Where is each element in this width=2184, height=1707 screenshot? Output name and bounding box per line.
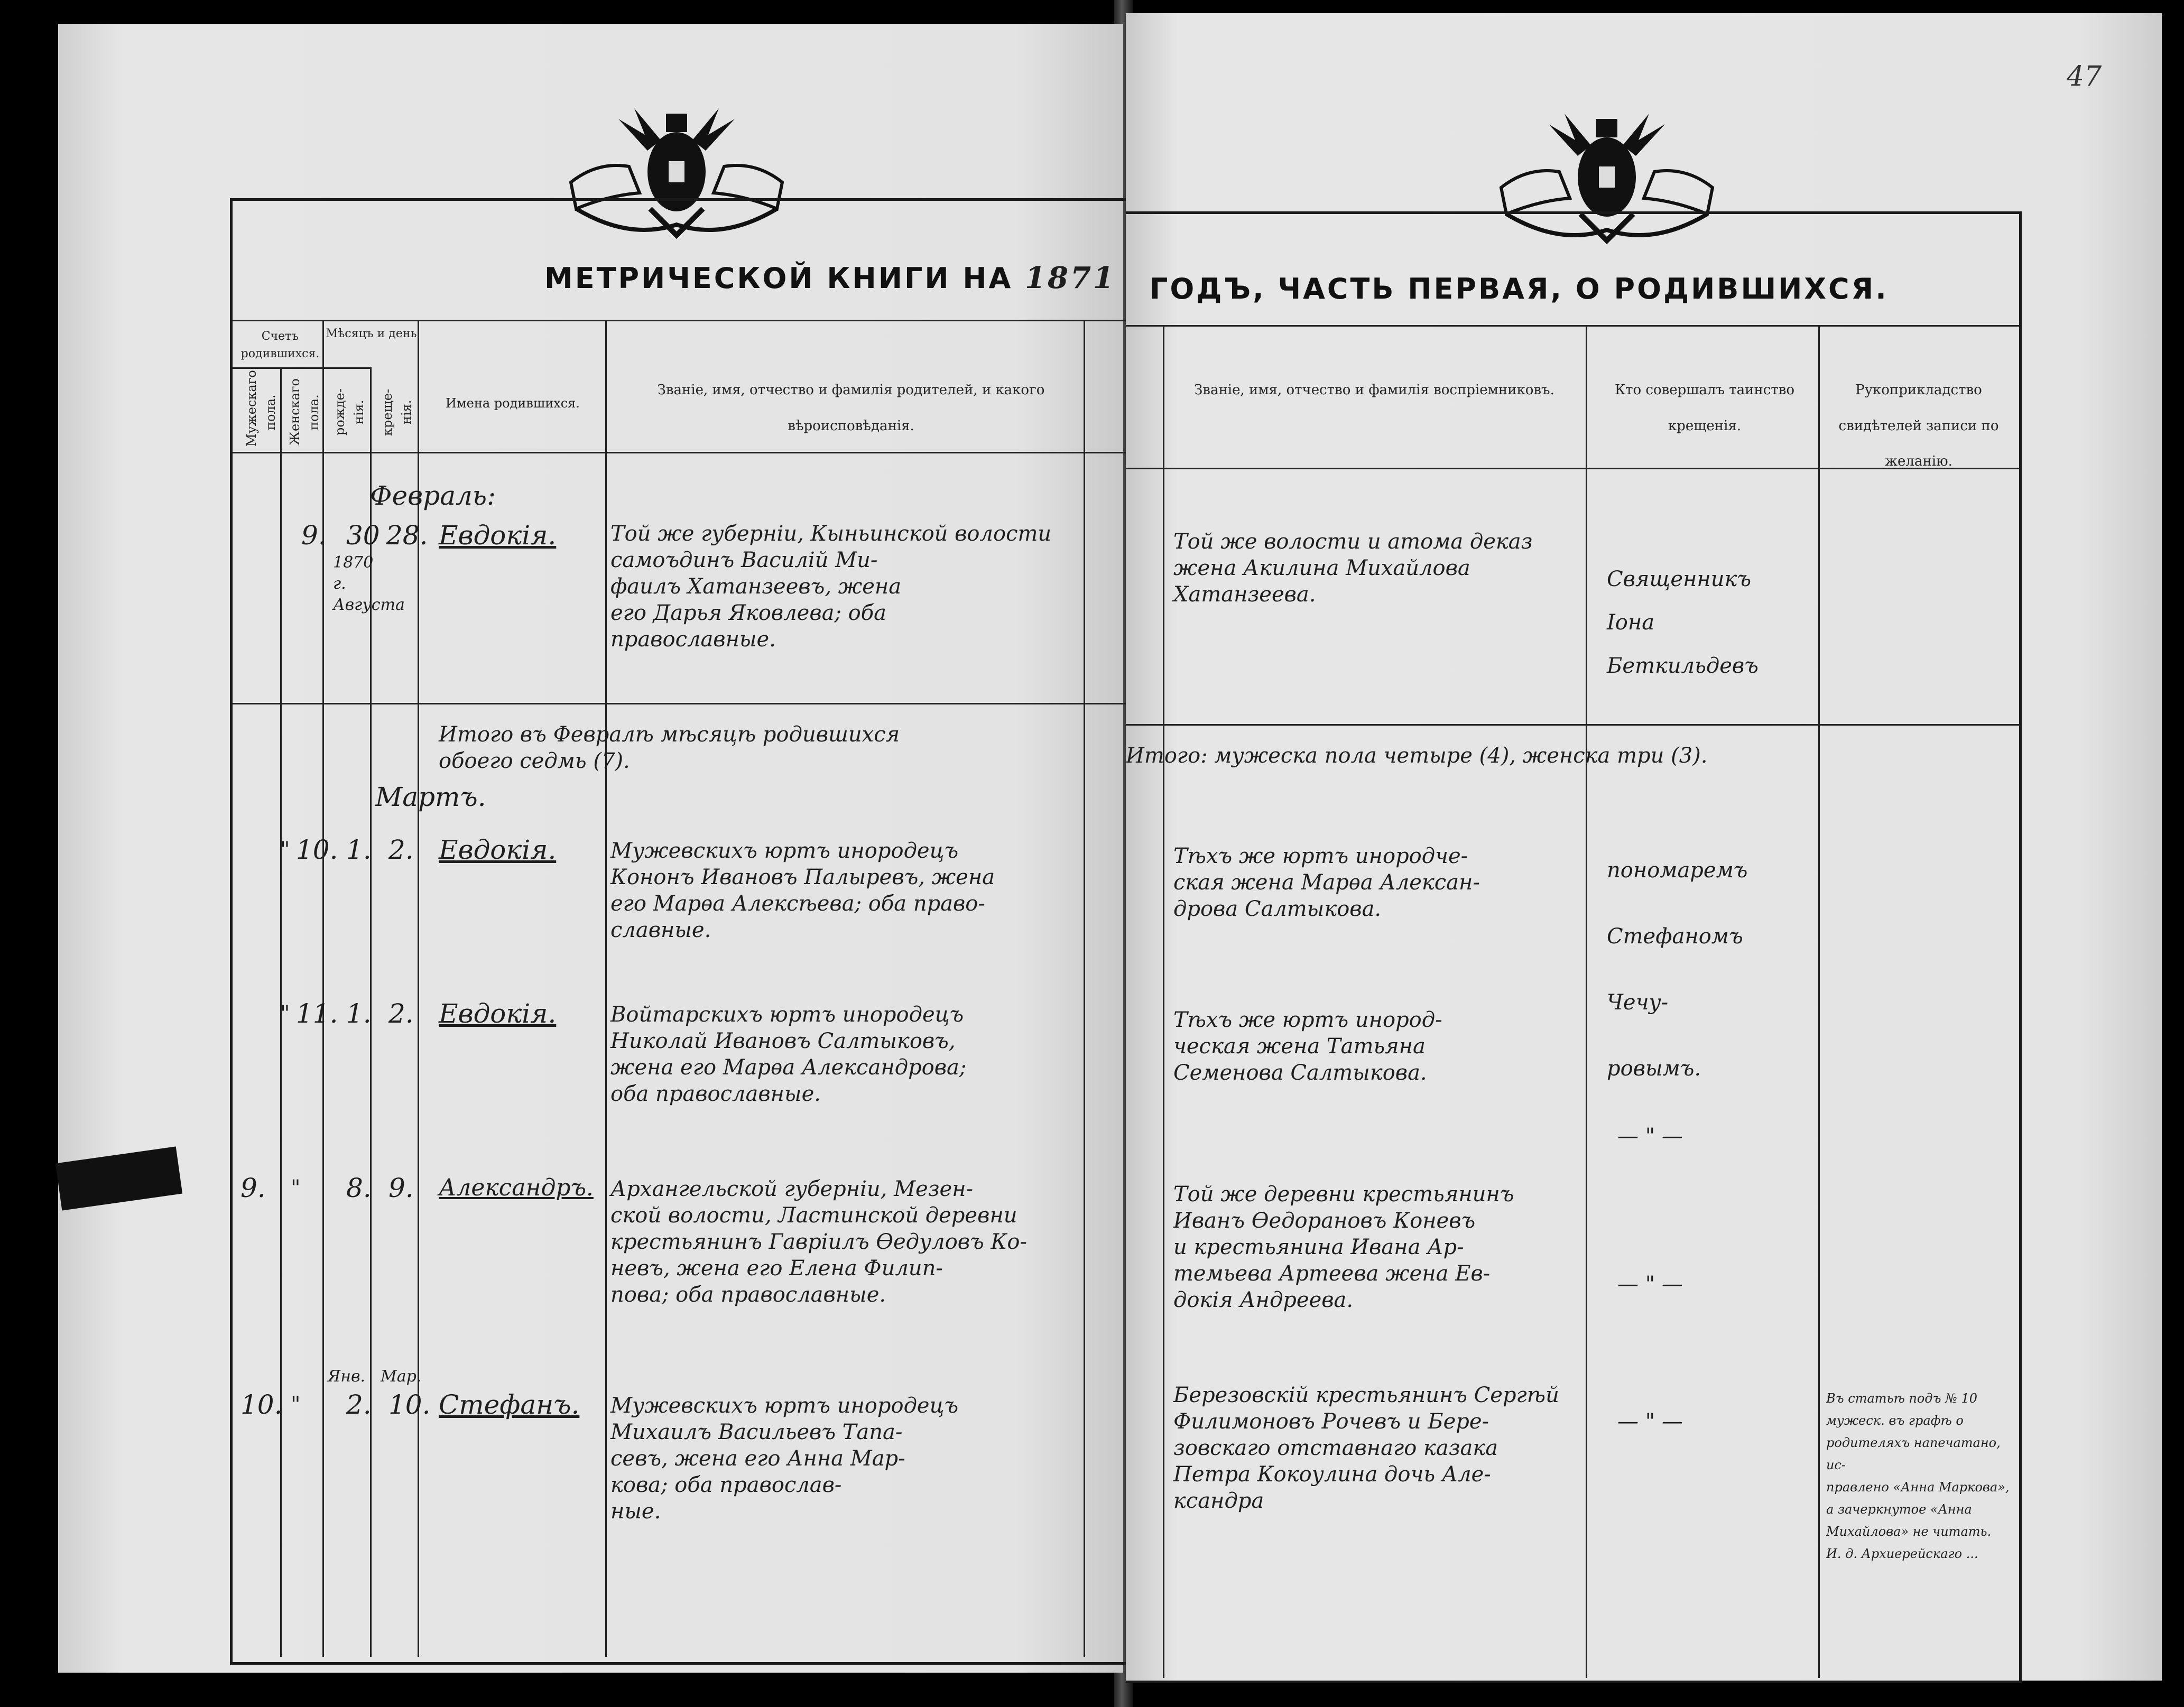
record-5-parents: Мужевскихъ юртъ инородецъ Михаилъ Васильевъ Тапа- севъ, жена его Анна Мар- кова; оба православ- ные. [610,1394,959,1524]
record-1-baptism: 28. [386,520,428,551]
record-1-birth: 30 [346,520,380,551]
record-5-name: Стефанъ. [439,1389,580,1420]
col-divider [1818,325,1820,1678]
record-4-name: Александръ. [439,1174,594,1201]
record-2-baptism: 2. [388,834,414,865]
record-3-birth: 1. [346,998,372,1029]
header-names: Имена родившихся. [446,396,580,411]
record-2-godparents: Тѣхъ же юртъ инородче- ская жена Марѳа Алексан- дрова Салтыкова. [1173,844,1480,921]
left-page: МЕТРИЧЕСКОЙ КНИГИ НА 1871 Счетъ родившихся. Мѣсяцъ и день Мужескаго пола. Женскаго пола. рожде-нія. креще-нія. Имена родившихся. Званіе, имя, отчество и фамилія родителей, и какого вѣроисповѣданія. Февраль: 9. 30 1870 г. Августа 28. Евдокія. Той же губерніи, Кыньинской волости самоъдинъ Василій Ми- фаилъ Хатанзеевъ, жена его Дарья Яковлева; оба православные. Итого въ Февралѣ мѣсяцѣ родившихся обоего седмь (7). Мартъ. " 10. 1. 2. Евдокія. Мужевскихъ юртъ инородецъ Кононъ Ивановъ Палыревъ, жена его Марѳа Алексѣева; оба право- славные. " 11. 1. 2. Евдокія. Войтарскихъ юртъ инородецъ Николай Ивановъ Салтыковъ, жена его Марѳа Александрова; оба православные. 9. " 8. 9. Александръ. Архангельской губерніи, Мезен- ской волости, Ластинской деревни крестьянинъ Гавріилъ Ѳедуловъ Ко- невъ, жена его Елена Филип- пова; оба православные. 10. " Янв. 2. Мар. 10. Стефанъ. Мужевскихъ юртъ инородецъ Михаилъ Васильевъ Тапа- севъ, жена его Анна Мар- кова; оба православ- ные. [58,24,1123,1673]
header-female: Женскаго пола. [288,378,321,446]
record-1-female: 9. [301,520,327,551]
margin-note: Въ статьѣ подъ № 10 мужеск. въ графѣ о родителяхъ напечатано, ис- правлено «Анна Маркова», а зачеркнутое «Анна Михайлова» не читать. И. д. Архиерейскаго ... [1826,1391,2010,1561]
header-month-day: Мѣсяцъ и день [326,327,417,340]
header-performed-by: Кто совершалъ таинство крещенія. [1614,382,1795,434]
title-right: ГОДЪ, ЧАСТЬ ПЕРВАЯ, О РОДИВШИХСЯ. [1150,272,1889,305]
record-1-parents: Той же губерніи, Кыньинской волости самоъдинъ Василій Ми- фаилъ Хатанзеевъ, жена его Дарья Яковлева; оба православные. [610,522,1052,652]
section-march: Мартъ. [375,782,486,812]
record-2-name: Евдокія. [439,834,557,865]
record-4-male: 9. [240,1173,266,1203]
title-left: МЕТРИЧЕСКОЙ КНИГИ НА 1871 [544,261,1116,295]
summary-february: Итого въ Февралѣ мѣсяцѣ родившихся обоего седмь (7). [439,722,900,773]
ditto-mark: — " — [1617,1124,1683,1148]
ditto-mark: — " — [1617,1409,1683,1434]
record-5-birth-note: Янв. [328,1367,365,1386]
title-year: 1871 [1025,261,1116,295]
record-3-godparents: Тѣхъ же юртъ инород- ческая жена Татьяна Семенова Салтыкова. [1173,1008,1442,1085]
record-5-birth: 2. [346,1389,372,1420]
summary-totals: Итого: мужеска пола четыре (4), женска три (3). [1126,744,1708,768]
record-4-birth: 8. [346,1173,372,1203]
record-5-baptism: 10. [388,1389,431,1420]
col-divider [605,320,607,1657]
dark-strip [55,1146,182,1210]
header-birth: рожде-нія. [332,388,366,436]
record-3-baptism: 2. [388,998,414,1029]
header-male: Мужескаго пола. [244,370,278,447]
record-5-godparents: Березовскій крестьянинъ Сергѣй Филимоновъ Рочевъ и Бере- зовскаго отставнаго казака Петра Кокоулина дочь Але- ксандра [1173,1383,1559,1513]
record-4-baptism: 9. [388,1173,414,1203]
header-top-line [233,320,1126,321]
record-1-godparents: Той же волости и атома деказ жена Акилина Михайлова Хатанзеева. [1173,530,1533,607]
right-page [1126,13,2162,1681]
record-4-godparents: Той же деревни крестьянинъ Иванъ Ѳедорановъ Коневъ и крестьянина Ивана Ар- темьева Артеева жена Ев- докія Андреева. [1173,1182,1514,1312]
header-bottom-line [233,452,1126,453]
record-2-birth: 1. [346,834,372,865]
col-divider [1163,325,1164,1678]
record-5-male: 10. [240,1389,283,1420]
col-divider [1586,325,1587,1678]
record-1-name: Евдокія. [439,520,557,551]
row-divider [1126,724,2019,726]
record-3-parents: Войтарскихъ юртъ инородецъ Николай Ивановъ Салтыковъ, жена его Марѳа Александрова; оба православные. [610,1003,967,1106]
header-witness-signatures: Рукоприкладство свидѣтелей записи по желанію. [1838,382,1999,470]
ditto-mark: — " — [1617,1272,1683,1296]
record-2-female: 10. [296,834,338,865]
record-3-female: 11. [296,998,338,1029]
header-sub-line [233,367,370,369]
section-february: Февраль: [370,480,496,511]
record-3-name: Евдокія. [439,998,557,1029]
record-5-baptism-note: Мар. [381,1367,422,1386]
row-divider [233,703,1126,704]
record-2-parents: Мужевскихъ юртъ инородецъ Кононъ Ивановъ Палыревъ, жена его Марѳа Алексѣева; оба право- славные. [610,839,995,942]
record-1-priest: Священникъ Іона Беткильдевъ [1607,567,1759,678]
header-parents: Званіе, имя, отчество и фамилія родителей, и какого вѣроисповѣданія. [657,382,1045,434]
header-godparents: Званіе, имя, отчество и фамилія воспріемниковъ. [1194,382,1554,398]
record-4-parents: Архангельской губерніи, Мезен- ской волости, Ластинской деревни крестьянинъ Гавріилъ Ѳедуловъ Ко- невъ, жена его Елена Филип- пова; оба православные. [610,1177,1027,1307]
header-count: Счетъ родившихся. [240,330,320,360]
record-1-birth-note: 1870 г. Августа [333,553,405,614]
record-2-priest: пономаремъ Стефаномъ Чечу- ровымъ. [1607,858,1748,1081]
page-number: 47 [2067,61,2102,92]
header-baptism: креще-нія. [380,388,414,436]
header-top-line [1126,325,2019,327]
